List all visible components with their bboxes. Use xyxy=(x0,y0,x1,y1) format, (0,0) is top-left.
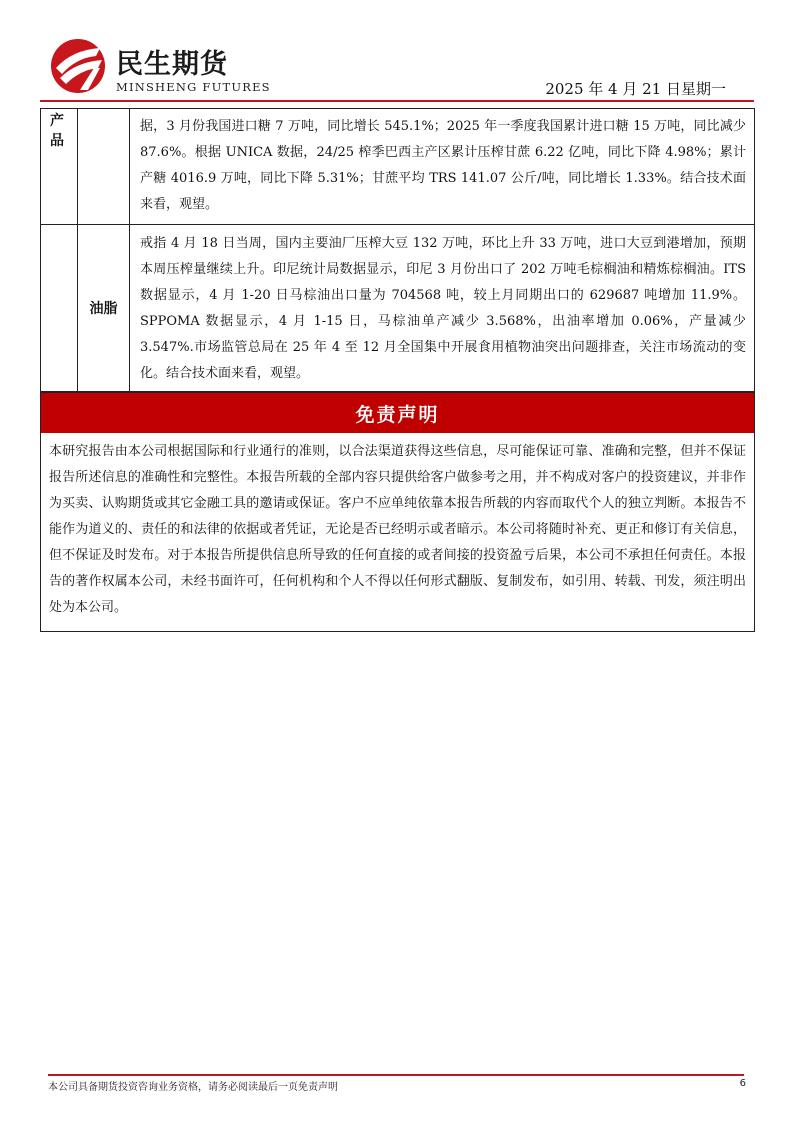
brand-name-cn: 民生期货 xyxy=(116,49,228,80)
category-cell xyxy=(78,109,130,224)
section-label xyxy=(41,225,78,391)
table-row xyxy=(41,225,754,392)
section-label-char: 品 xyxy=(50,133,64,149)
disclaimer-title: 免责声明 xyxy=(41,392,754,433)
commodity-table xyxy=(40,108,755,632)
brand-name-en: MINSHENG FUTURES xyxy=(116,80,271,94)
minsheng-logo-icon xyxy=(50,38,110,94)
disclaimer-body: 本研究报告由本公司根据国际和行业通行的准则，以合法渠道获得这些信息，尽可能保证可靠、准确和完整，但并不保证报告所述信息的准确性和完整性。本报告所载的全部内容只提供给客户做参考之用，并不构成对客户的投资建议，并非作为买卖、认购期货或其它金融工具的邀请或保证。客户不应单纯依靠本报告所载的内容而取代个人的独立判断。本报告不能作为道义的、责任的和法律的依据或者凭证，无论是否已经明示或者暗示。本公司将随时补充、更正和修订有关信息，但不保证及时发布。对于本报告所提供信息所导致的任何直接的或者间接的投资盈亏后果，本公司不承担任何责任。本报告的著作权属本公司，未经书面许可，任何机构和个人不得以任何形式翻版、复制发布，如引用、转载、刊发，须注明出处为本公司。 xyxy=(49,444,746,615)
page-header xyxy=(40,36,754,102)
table-row xyxy=(41,109,754,225)
section-label xyxy=(41,109,78,224)
header-divider xyxy=(40,100,754,102)
analysis-text: 据，3 月份我国进口糖 7 万吨，同比增长 545.1%；2025 年一季度我国累计进口糖 15 万吨，同比减少 87.6%。根据 UNICA 数据，24/25 榨季巴西主产区累计压榨甘蔗 6.22 亿吨，同比下降 4.98%；累计产糖 4016.9 万吨，同比下降 5.31%；甘蔗平均 TRS 141.07 公斤/吨，同比增长 1.33%。结合技术面来看，观望。 xyxy=(140,119,746,212)
category-cell: 油脂 xyxy=(78,225,130,391)
footer-notice: 本公司具备期货投资咨询业务资格，请务必阅读最后一页免责声明 xyxy=(48,1082,338,1093)
footer-divider xyxy=(48,1074,744,1076)
section-label-char: 产 xyxy=(50,113,64,129)
page-number: 6 xyxy=(739,1078,746,1089)
analysis-text: 戒指 4 月 18 日当周，国内主要油厂压榨大豆 132 万吨，环比上升 33 万吨，进口大豆到港增加，预期本周压榨量继续上升。印尼统计局数据显示，印尼 3 月份出口了 202 万吨毛棕榈油和精炼棕榈油。ITS 数据显示，4 月 1-20 日马棕油出口量为 704568 吨，较上月同期出口的 629687 吨增加 11.9%。SPPOMA 数据显示，4 月 1-15 日，马棕油单产减少 3.568%，出油率增加 0.06%，产量减少 3.547%.市场监管总局在 25 年 4 至 12 月全国集中开展食用植物油突出问题排查，关注市场流动的变化。结合技术面来看，观望。 xyxy=(140,236,746,381)
report-date: 2025 年 4 月 21 日星期一 xyxy=(545,80,726,98)
